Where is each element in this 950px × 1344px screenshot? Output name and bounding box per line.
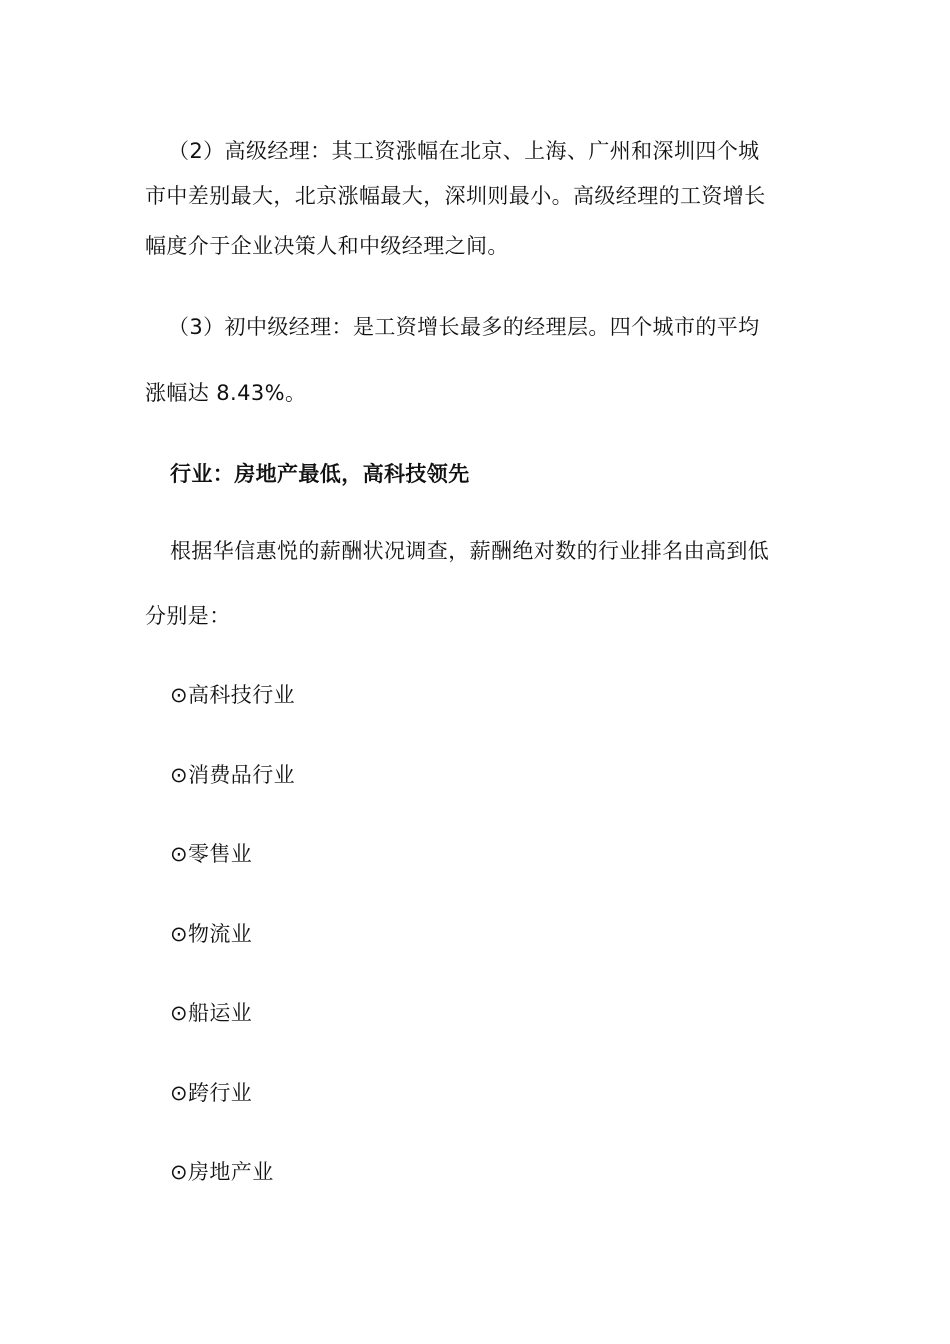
paragraph-senior-manager-line-1: （2）高级经理：其工资涨幅在北京、上海、广州和深圳四个城	[168, 139, 760, 163]
bullet-icon: ⊙	[170, 763, 188, 787]
list-item	[170, 1000, 252, 1026]
section-heading: 行业：房地产最低，高科技领先	[170, 462, 470, 486]
bullet-icon: ⊙	[170, 683, 188, 707]
list-item-label: 船运业	[188, 1001, 253, 1025]
paragraph-junior-manager-line-1: （3）初中级经理：是工资增长最多的经理层。四个城市的平均	[168, 315, 760, 339]
bullet-icon: ⊙	[170, 1081, 188, 1105]
list-item	[170, 841, 252, 867]
list-item	[170, 1159, 274, 1185]
list-item-label: 高科技行业	[188, 683, 295, 707]
list-item-label: 物流业	[188, 922, 253, 946]
list-item	[170, 1080, 252, 1106]
list-item	[170, 762, 295, 788]
list-item-label: 跨行业	[188, 1081, 253, 1105]
bullet-icon: ⊙	[170, 1001, 188, 1025]
list-item-label: 消费品行业	[188, 763, 295, 787]
list-item-label: 零售业	[188, 842, 253, 866]
list-item-label: 房地产业	[188, 1160, 274, 1184]
bullet-icon: ⊙	[170, 842, 188, 866]
paragraph-senior-manager-line-3: 幅度介于企业决策人和中级经理之间。	[145, 234, 509, 258]
list-item	[170, 682, 295, 708]
paragraph-senior-manager-line-2: 市中差别最大，北京涨幅最大，深圳则最小。高级经理的工资增长	[145, 184, 766, 208]
bullet-icon: ⊙	[170, 922, 188, 946]
paragraph-junior-manager-line-2: 涨幅达 8.43%。	[145, 381, 307, 405]
paragraph-intro-line-1: 根据华信惠悦的薪酬状况调查，薪酬绝对数的行业排名由高到低	[170, 539, 770, 563]
paragraph-intro-line-2: 分别是：	[145, 604, 231, 628]
list-item	[170, 921, 252, 947]
bullet-icon: ⊙	[170, 1160, 188, 1184]
